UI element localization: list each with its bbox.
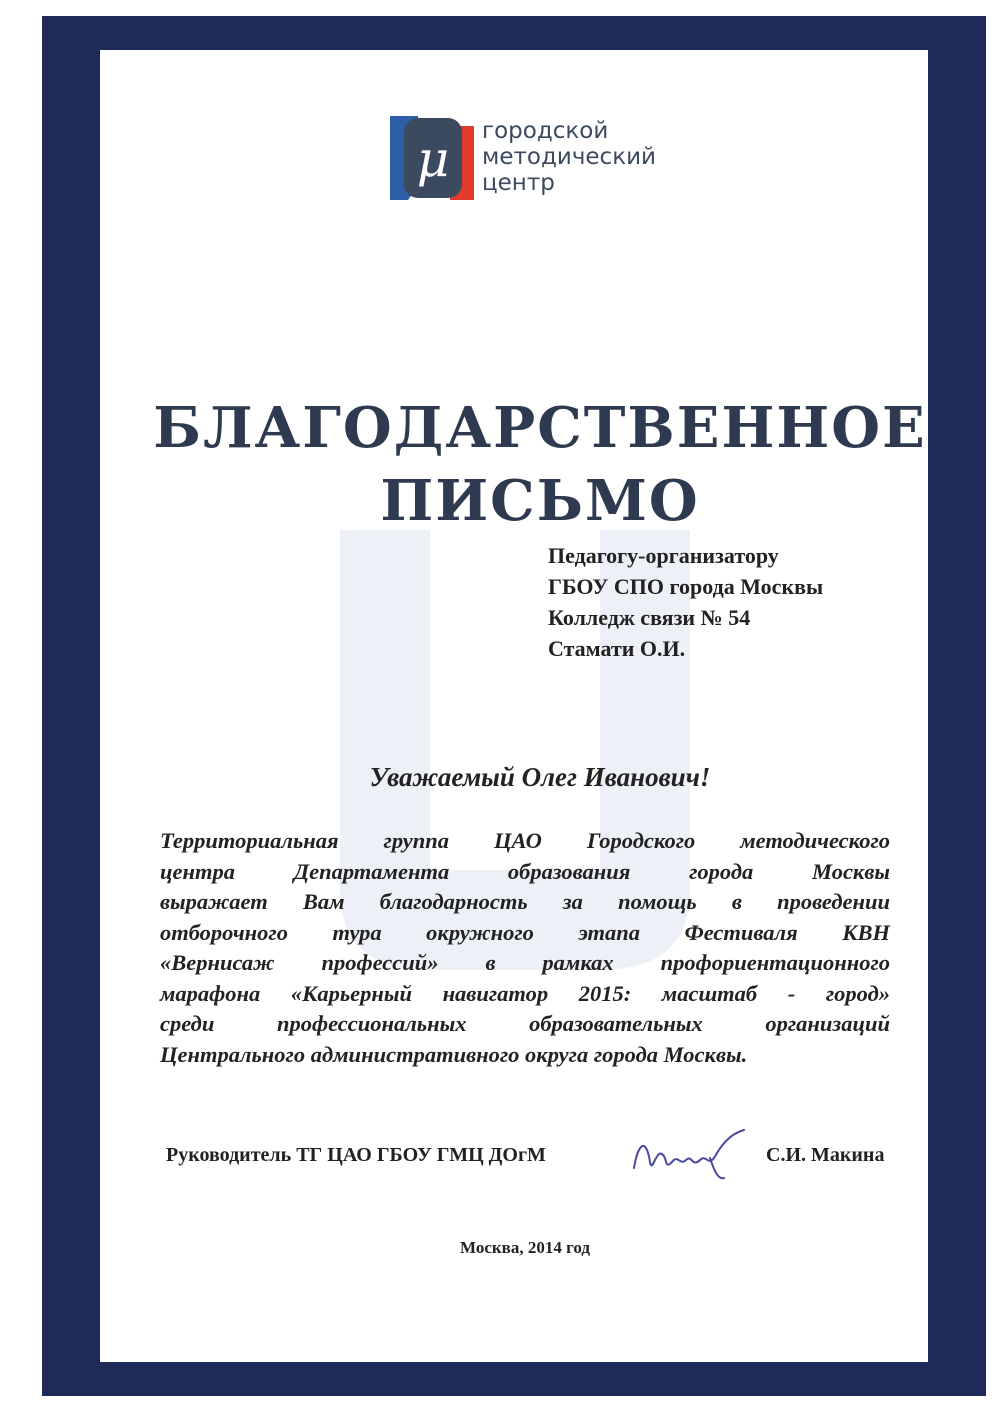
- place-and-date: Москва, 2014 год: [460, 1238, 590, 1257]
- svg-text:μ: μ: [416, 130, 450, 188]
- body-line: центра Департамента образования города Москвы: [160, 858, 890, 884]
- document-title-line1: БЛАГОДАРСТВЕННОЕ: [153, 395, 927, 461]
- document-title-line2: ПИСЬМО: [380, 468, 700, 534]
- signatory-name: С.И. Макина: [766, 1144, 885, 1166]
- body-text: [160, 826, 890, 1070]
- signature-row: [166, 1144, 906, 1184]
- greeting: Уважаемый Олег Иванович!: [369, 762, 711, 792]
- addressee-line: Педагогу-организатору: [548, 543, 779, 568]
- logo-text-line: методический: [482, 144, 656, 170]
- logo-text-line: центр: [482, 170, 555, 196]
- body-line: «Вернисаж профессий» в рамках профориентационного: [160, 950, 890, 975]
- handwritten-signature-icon: [626, 1124, 766, 1184]
- body-line: среди профессиональных образовательных организаций: [160, 1011, 890, 1036]
- body-line: отборочного тура окружного этапа Фестиваля КВН: [160, 919, 890, 945]
- addressee-line: ГБОУ СПО города Москвы: [548, 574, 824, 599]
- logo: [390, 116, 710, 202]
- logo-text-line: городской: [482, 118, 609, 144]
- signatory-role: Руководитель ТГ ЦАО ГБОУ ГМЦ ДОгМ: [166, 1144, 546, 1166]
- addressee-line: Колледж связи № 54: [548, 605, 751, 630]
- logo-text: [482, 118, 656, 196]
- body-line: Центрального административного округа города Москвы.: [160, 1041, 748, 1067]
- body-line: Территориальная группа ЦАО Городского методического: [160, 828, 890, 853]
- body-line: выражает Вам благодарность за помощь в проведении: [160, 889, 890, 914]
- logo-mark-icon: [390, 116, 478, 202]
- addressee-line: Стамати О.И.: [548, 636, 686, 661]
- addressee-block: [548, 540, 823, 664]
- body-line: марафона «Карьерный навигатор 2015: масштаб - город»: [160, 980, 890, 1006]
